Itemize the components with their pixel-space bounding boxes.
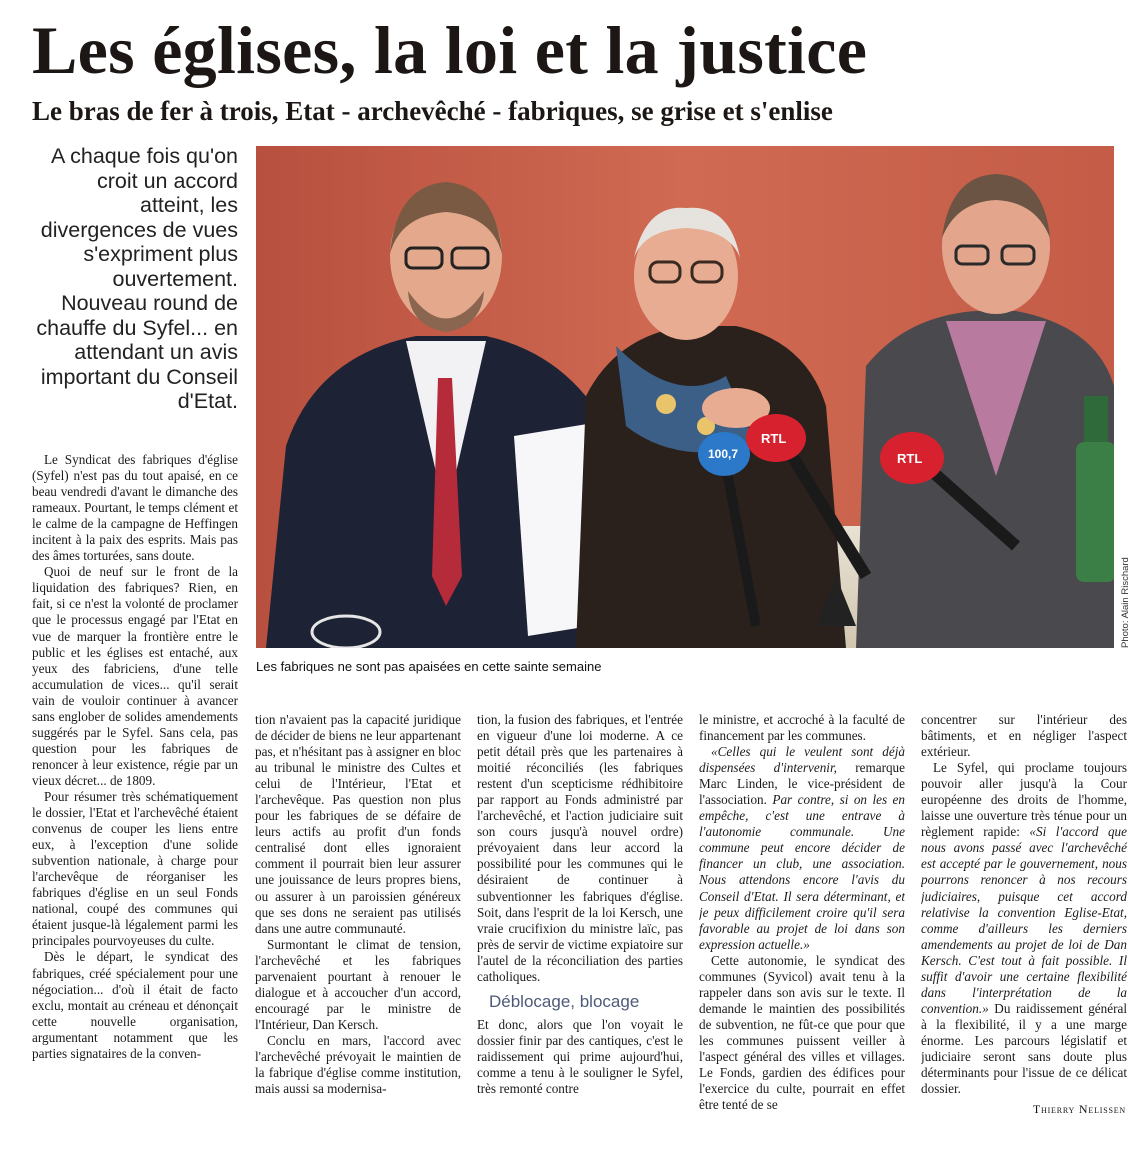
byline: Thierry Nelissen <box>1032 1102 1126 1116</box>
body-paragraph: Cette autonomie, le syndicat des communes (Syvicol) avait tenu à la rappeler dans son avis sur le texte. Il demande le maintien des possibilités de subvention, ne fût-ce que pour que les communes puissent veiller à l'aspect général des villes et villages. Le Fonds, gardien des édifices pour l'exercice du culte, pourrait en effet être tenté de se <box>699 952 905 1113</box>
article-photo <box>256 146 1114 648</box>
mic-label-rtl-2: RTL <box>897 451 923 466</box>
body-paragraph: Pour résumer très schématiquement le dossier, l'Etat et l'archevêché étaient convenus de couper les liens entre eux, à l'exception d'une solide subvention nationale, à charge pour l'archevêque de réorganiser les fabriques d'église en un seul Fonds national, coupé des communes qui étaient jusque-là légalement parmi les principales pourvoyeuses du culte. <box>32 788 238 949</box>
press-conference-illustration <box>256 146 1114 648</box>
body-text: Du raidissement général à la flexibilité, il y a une marge énorme. Les parcours législatif et judiciaire seront sans doute plus déterminants pour l'issue de ce délicat dossier. <box>921 1000 1127 1097</box>
quote-paragraph <box>699 744 905 953</box>
quote-text: «Si l'accord que nous avons passé avec l'archevêché est accepté par le gouvernement, nous pourrons renoncer à nos recours judiciaires, puisque cet accord relativise la convention Eglise-Etat, comme d'ailleurs les derniers amendements au projet de loi de Dan Kersch. C'est tout à fait possible. Il suffit d'avoir une certaine flexibilité dans l'interprétation de la convention.» <box>921 824 1127 1016</box>
body-paragraph: Le Syndicat des fabriques d'église (Syfel) n'est pas du tout apaisé, en ce beau vendredi d'avant le dimanche des rameaux. Pourtant, le temps clément et le calme de la campagne de Heffingen incitent à la paix des esprits. Mais pas des âmes torturées, sans doute. <box>32 452 238 564</box>
body-column-4 <box>699 712 905 1124</box>
quote-text: Par contre, si on les en empêche, c'est une entrave à l'autonomie communale. Une commune peut encore décider de financer un club, une association. Nous attendons encore l'avis du Conseil d'Etat. Il sera déterminant, et je peux difficilement croire qu'il sera favorable au projet de loi dans son expression actuelle.» <box>699 792 905 952</box>
quote-paragraph <box>921 760 1127 1097</box>
body-column-3 <box>477 712 683 1124</box>
body-paragraph: Quoi de neuf sur le front de la liquidation des fabriques? Rien, en fait, si ce n'est la volonté de proclamer que le processus engagé par l'Etat en vue de marquer la frontière entre le public et les églises est entaché, aux yeux des fabriciens, d'une telle accumulation de vices... qu'il serait vain de vouloir continuer à avancer sans englober de solides amendements suggérés par le Syfel. Sans cela, pas question pour les fabriques de renoncer à leur existence, régie par un vieux décret... de 1809. <box>32 564 238 788</box>
mic-label-100-7: 100,7 <box>708 447 739 461</box>
body-paragraph: Et donc, alors que l'on voyait le dossier finir par des cantiques, c'est le raidissement qui prime aujourd'hui, comme a tenu à le souligner le Syfel, très remonté contre <box>477 1016 683 1096</box>
lead-paragraph: A chaque fois qu'on croit un accord atteint, les divergences de vues s'expriment plus ouvertement. Nouveau round de chauffe du Syfel... en attendant un avis important du Conseil d'Etat. <box>36 144 238 413</box>
headline: Les églises, la loi et la justice <box>32 12 868 88</box>
body-paragraph: Conclu en mars, l'accord avec l'archevêché prévoyait le maintien de la fabrique d'église comme institution, mais aussi sa modernisa- <box>255 1032 461 1097</box>
mic-label-rtl-1: RTL <box>761 431 787 446</box>
body-paragraph: Dès le départ, le syndicat des fabriques, créé spécialement pour une négociation... d'où il était de facto exclu, montait au créneau et dénonçait cette nouvelle organisation, argumentant notamment que les parties signataires de la conven- <box>32 949 238 1061</box>
body-paragraph: tion, la fusion des fabriques, et l'entrée en vigueur d'une loi moderne. A ce petit détail près que les partenaires à moitié réconciliés (les fabriques restent d'un scepticisme rédhibitoire par rapport au Fonds administré par l'archevêché, et l'action judiciaire suit son cours jusqu'à nouvel ordre) prévoyaient dans leur accord la possibilité pour les communes qui le désiraient de continuer à subventionner les fabriques d'église. Soit, dans l'esprit de la loi Kersch, une vraie crucifixion du ministre laïc, pas près de servir de victime expiatoire sur l'autel de la réconciliation des parties catholiques. <box>477 712 683 984</box>
photo-caption: Les fabriques ne sont pas apaisées en cette sainte semaine <box>256 659 602 674</box>
body-text: Le Syfel, qui proclame toujours pouvoir aller jusqu'à la Cour européenne des droits de l'homme, laisse une ouverture très ténue pour un règlement rapide: <box>921 760 1127 840</box>
body-paragraph: tion n'avaient pas la capacité juridique de décider de biens ne leur appartenant pas, et n'hésitant pas à assigner en bloc au tribunal le ministre des Cultes et celui de l'Intérieur, l'Etat et l'archevêque. Pas question non plus pour les fabriques de se défaire de leurs actifs au profit d'un fonds centralisé dont elles ignoraient comment il pourrait bien leur assurer une jouissance de leurs propres biens, ou assurer à un paroissien généreux que ses dons ne seraient pas utilisés dans une autre communauté. <box>255 712 461 936</box>
body-paragraph: concentrer sur l'intérieur des bâtiments, et en négliger l'aspect extérieur. <box>921 712 1127 760</box>
crosshead: Déblocage, blocage <box>489 991 640 1011</box>
subheadline: Le bras de fer à trois, Etat - archevêché - fabriques, se grise et s'enlise <box>32 96 833 126</box>
photo-credit: Photo: Alain Rischard <box>1120 557 1131 648</box>
body-column-2 <box>255 712 461 1124</box>
body-text: remarque Marc Linden, le vice-président de l'association. <box>699 760 905 808</box>
body-paragraph: le ministre, et accroché à la faculté de financement par les communes. <box>699 712 905 744</box>
quote-text: «Celles qui le veulent sont déjà dispensées d'intervenir, <box>699 744 905 776</box>
body-paragraph: Surmontant le climat de tension, l'archevêché et les fabriques parvenaient pourtant à renouer le dialogue et à accoucher d'un accord, encouragé par le ministre de l'Intérieur, Dan Kersch. <box>255 936 461 1032</box>
body-column-1 <box>32 452 238 1124</box>
body-column-5 <box>921 712 1127 1124</box>
